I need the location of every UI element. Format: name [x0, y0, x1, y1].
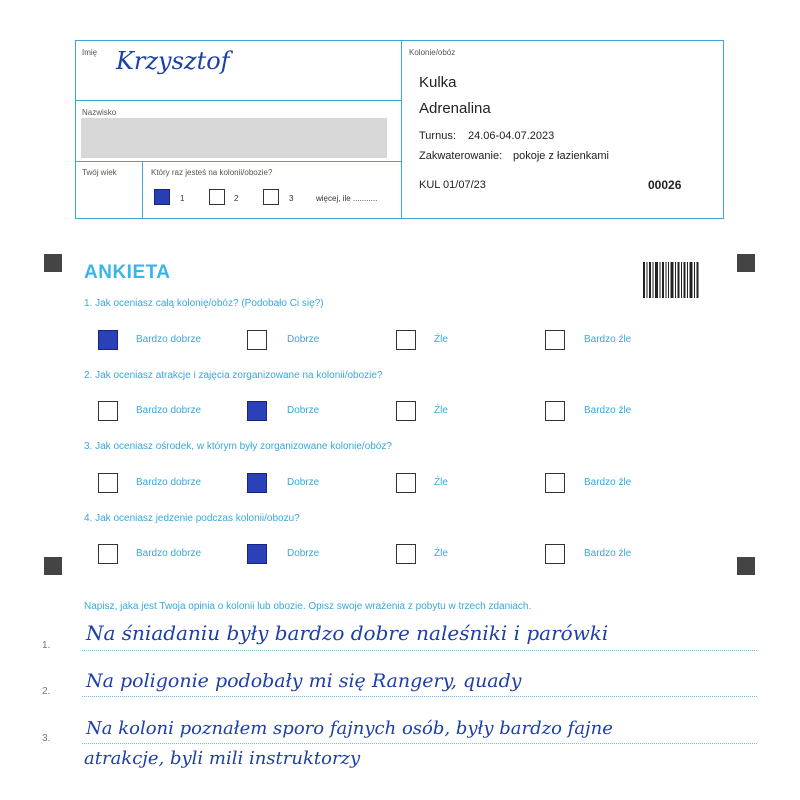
last-name-redacted-field — [81, 118, 387, 158]
question-3-text: 3. Jak oceniasz ośrodek, w którym były zorganizowane kolonie/obóz? — [84, 441, 392, 452]
q2-option-bardzo-dobrze-label: Bardzo dobrze — [136, 405, 202, 416]
times-checkbox-2[interactable] — [209, 189, 225, 205]
answer-line-number-1: 1. — [42, 640, 51, 651]
q4-option-zle-checkbox[interactable] — [396, 544, 416, 564]
q2-option-bardzo-dobrze-checkbox[interactable] — [98, 401, 118, 421]
times-option-1: 1 — [180, 194, 185, 203]
answer-dotted-line-1 — [82, 650, 757, 651]
answer-line-number-2: 2. — [42, 686, 51, 697]
first-name-value[interactable]: Krzysztof — [116, 47, 230, 75]
answer-line-1[interactable]: Na śniadaniu były bardzo dobre naleśniki i parówki — [86, 621, 609, 645]
survey-title: ANKIETA — [84, 262, 171, 283]
q2-option-dobrze-checkbox[interactable] — [247, 401, 267, 421]
answer-line-number-3: 3. — [42, 733, 51, 744]
q4-option-bardzo-zle-label: Bardzo źle — [584, 548, 632, 559]
q1-option-bardzo-dobrze-label: Bardzo dobrze — [136, 334, 202, 345]
q4-option-dobrze-checkbox[interactable] — [247, 544, 267, 564]
lodging-value: pokoje z łazienkami — [513, 150, 609, 162]
camp-code: KUL 01/07/23 — [419, 179, 486, 191]
q4-option-bardzo-zle-checkbox[interactable] — [545, 544, 565, 564]
camp-name-line-2: Adrenalina — [419, 100, 491, 117]
q1-option-zle-checkbox[interactable] — [396, 330, 416, 350]
q3-option-zle-label: Źle — [434, 477, 448, 488]
registration-marker-top-left — [44, 254, 62, 272]
barcode-image — [643, 262, 699, 298]
header-divider-1 — [76, 100, 401, 101]
answer-line-3-continued[interactable]: atrakcje, byli mili instruktorzy — [84, 748, 361, 769]
times-checkbox-1[interactable] — [154, 189, 170, 205]
answer-line-2[interactable]: Na poligonie podobały mi się Rangery, quady — [86, 670, 522, 692]
q2-option-dobrze-label: Dobrze — [287, 405, 320, 416]
times-checkbox-3[interactable] — [263, 189, 279, 205]
q2-option-bardzo-zle-label: Bardzo źle — [584, 405, 632, 416]
q1-option-zle-label: Źle — [434, 334, 448, 345]
q4-option-zle-label: Źle — [434, 548, 448, 559]
q3-option-bardzo-zle-checkbox[interactable] — [545, 473, 565, 493]
q2-option-bardzo-zle-checkbox[interactable] — [545, 401, 565, 421]
camp-name-line-1: Kulka — [419, 74, 457, 91]
age-label: Twój wiek — [82, 168, 117, 177]
lodging-label: Zakwaterowanie: — [419, 150, 503, 162]
q4-option-bardzo-dobrze-checkbox[interactable] — [98, 544, 118, 564]
answer-dotted-line-2 — [82, 696, 757, 697]
q3-option-bardzo-dobrze-label: Bardzo dobrze — [136, 477, 202, 488]
opinion-instruction: Napisz, jaka jest Twoja opinia o kolonii lub obozie. Opisz swoje wrażenia z pobytu w trzech zdaniach. — [84, 601, 532, 612]
last-name-label: Nazwisko — [82, 108, 117, 117]
camp-label: Kolonie/obóz — [409, 48, 456, 57]
header-divider-2 — [76, 161, 401, 162]
q3-option-zle-checkbox[interactable] — [396, 473, 416, 493]
first-name-label: Imię — [82, 48, 98, 57]
question-1-text: 1. Jak oceniasz całą kolonię/obóz? (Podobało Ci się?) — [84, 298, 324, 309]
times-more-label: więcej, ile ........... — [316, 194, 378, 203]
q3-option-bardzo-zle-label: Bardzo źle — [584, 477, 632, 488]
turnus-value: 24.06-04.07.2023 — [468, 130, 555, 142]
form-serial-number: 00026 — [648, 178, 682, 192]
header-divider-vertical — [401, 41, 402, 219]
q3-option-bardzo-dobrze-checkbox[interactable] — [98, 473, 118, 493]
q4-option-dobrze-label: Dobrze — [287, 548, 320, 559]
q1-option-bardzo-zle-label: Bardzo źle — [584, 334, 632, 345]
question-2-text: 2. Jak oceniasz atrakcje i zajęcia zorganizowane na kolonii/obozie? — [84, 370, 383, 381]
q1-option-bardzo-zle-checkbox[interactable] — [545, 330, 565, 350]
q1-option-dobrze-checkbox[interactable] — [247, 330, 267, 350]
q4-option-bardzo-dobrze-label: Bardzo dobrze — [136, 548, 202, 559]
times-option-3: 3 — [289, 194, 294, 203]
registration-marker-bottom-left — [44, 557, 62, 575]
q2-option-zle-checkbox[interactable] — [396, 401, 416, 421]
q1-option-dobrze-label: Dobrze — [287, 334, 320, 345]
answer-line-3[interactable]: Na koloni poznałem sporo fajnych osób, były bardzo fajne — [86, 718, 613, 739]
registration-marker-top-right — [737, 254, 755, 272]
header-divider-age — [142, 161, 143, 219]
header-form-box — [75, 40, 724, 219]
q3-option-dobrze-checkbox[interactable] — [247, 473, 267, 493]
q1-option-bardzo-dobrze-checkbox[interactable] — [98, 330, 118, 350]
registration-marker-bottom-right — [737, 557, 755, 575]
times-option-2: 2 — [234, 194, 239, 203]
q2-option-zle-label: Źle — [434, 405, 448, 416]
q3-option-dobrze-label: Dobrze — [287, 477, 320, 488]
answer-dotted-line-3 — [82, 743, 757, 744]
times-question-label: Który raz jesteś na kolonii/obozie? — [151, 168, 273, 177]
question-4-text: 4. Jak oceniasz jedzenie podczas kolonii/obozu? — [84, 513, 300, 524]
turnus-label: Turnus: — [419, 130, 456, 142]
